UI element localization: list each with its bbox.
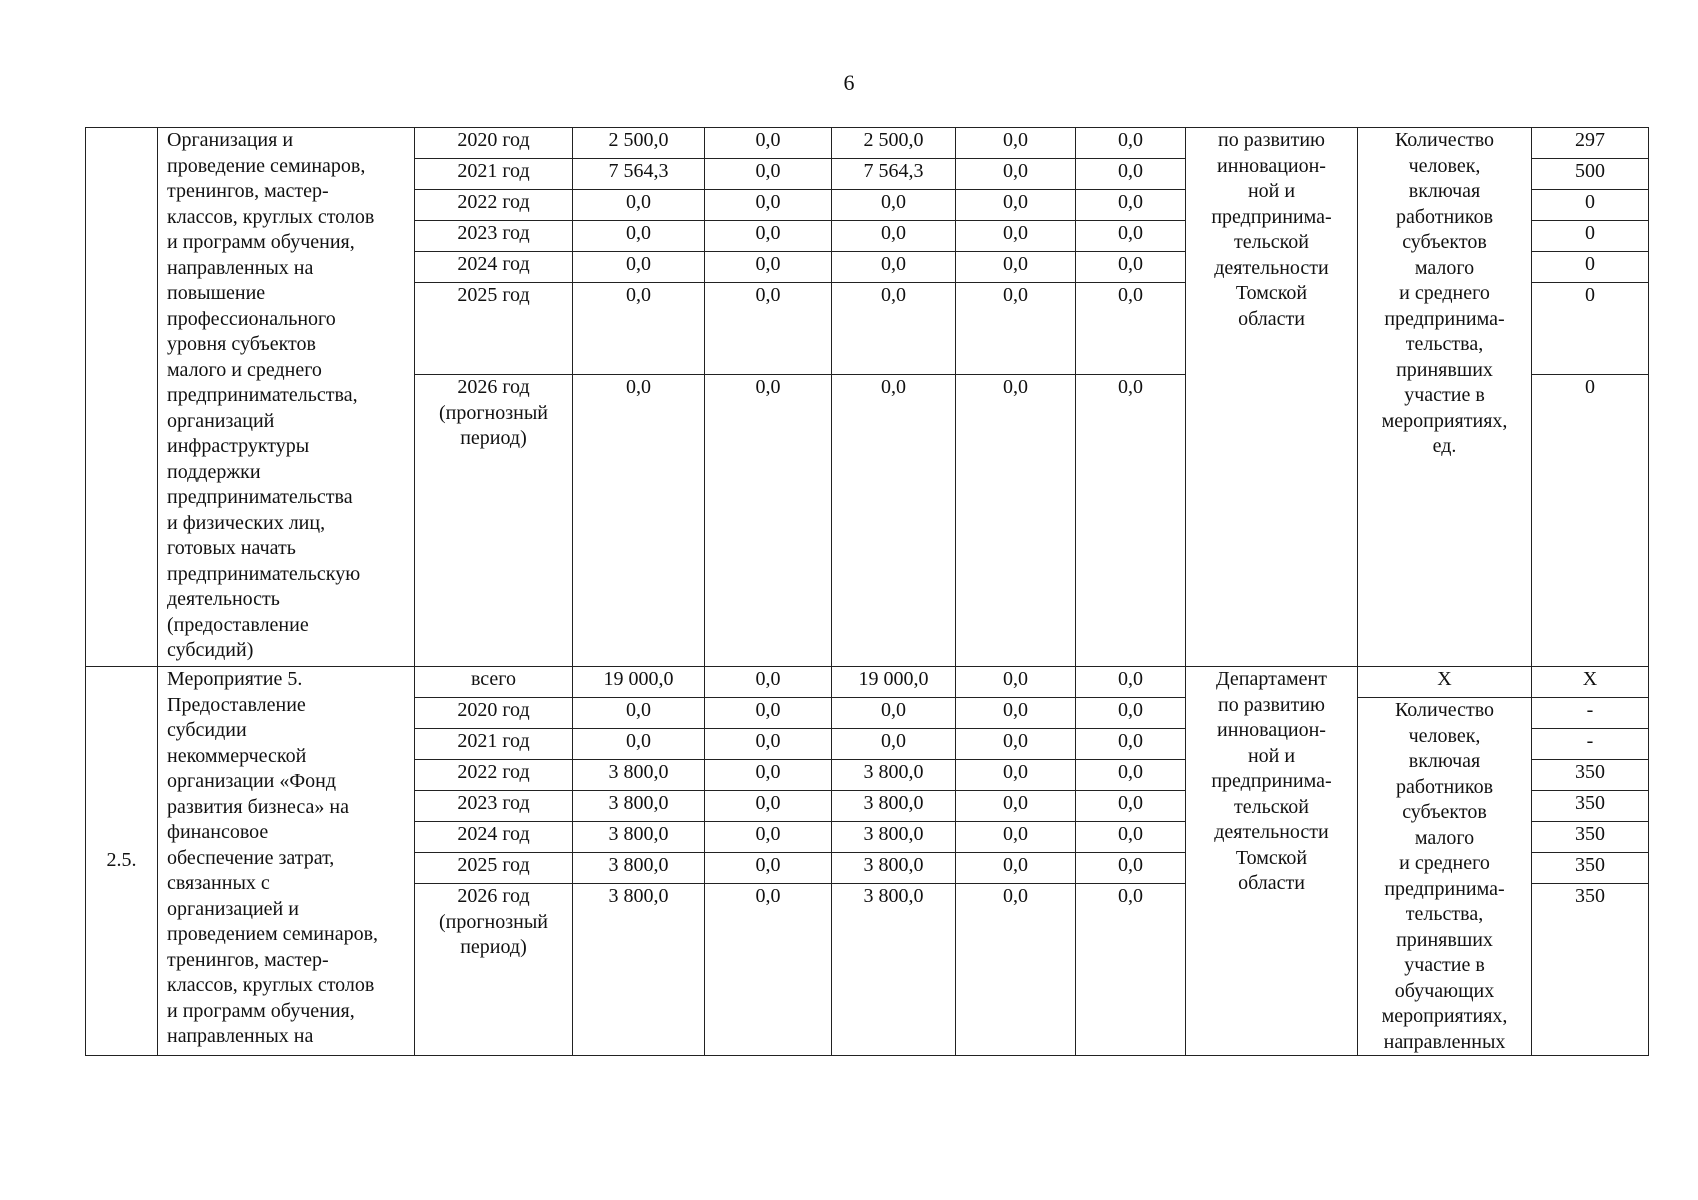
indicator-header-cell: Х (1358, 667, 1532, 698)
indicator-value-cell: 0 (1532, 190, 1649, 221)
extra-budget-cell: 0,0 (1076, 190, 1186, 221)
item-description: Организация и проведение семинаров, тренингов, мастер- классов, круглых столов и программ обучения, направленных на повышение профессионального уровня субъектов малого и среднего предпринимательства, организаций инфраструктуры поддержки предпринимательства и физических лиц, готовых начать предпринимательскую деятельность (предоставление субсидий) (158, 128, 415, 667)
federal-cell: 0,0 (705, 884, 832, 1056)
regional-cell: 0,0 (832, 283, 956, 375)
item-number (86, 128, 158, 667)
federal-cell: 0,0 (705, 128, 832, 159)
extra-budget-cell: 0,0 (1076, 283, 1186, 375)
federal-cell: 0,0 (705, 760, 832, 791)
extra-budget-cell: 0,0 (1076, 791, 1186, 822)
extra-budget-cell: 0,0 (1076, 375, 1186, 667)
table-row (86, 128, 1649, 159)
regional-cell: 3 800,0 (832, 822, 956, 853)
federal-cell: 0,0 (705, 667, 832, 698)
program-table (85, 127, 1649, 1056)
extra-budget-cell: 0,0 (1076, 252, 1186, 283)
local-cell: 0,0 (956, 252, 1076, 283)
indicator-value-cell: 0 (1532, 375, 1649, 667)
indicator-value-cell: Х (1532, 667, 1649, 698)
period-cell: 2021 год (415, 729, 573, 760)
period-cell: 2026 год (прогнозный период) (415, 375, 573, 667)
extra-budget-cell: 0,0 (1076, 698, 1186, 729)
indicator-value-cell: 297 (1532, 128, 1649, 159)
total-cell: 3 800,0 (573, 760, 705, 791)
extra-budget-cell: 0,0 (1076, 884, 1186, 1056)
page-number: 6 (843, 70, 855, 95)
total-cell: 0,0 (573, 190, 705, 221)
period-cell: 2022 год (415, 190, 573, 221)
indicator-value-cell: 350 (1532, 853, 1649, 884)
federal-cell: 0,0 (705, 190, 832, 221)
period-cell: 2023 год (415, 221, 573, 252)
indicator-value-cell: 0 (1532, 221, 1649, 252)
period-cell: 2025 год (415, 283, 573, 375)
indicator-value-cell: - (1532, 729, 1649, 760)
total-cell: 0,0 (573, 283, 705, 375)
local-cell: 0,0 (956, 159, 1076, 190)
indicator-value-cell: 350 (1532, 760, 1649, 791)
regional-cell: 3 800,0 (832, 853, 956, 884)
indicator-value-cell: - (1532, 698, 1649, 729)
regional-cell: 19 000,0 (832, 667, 956, 698)
federal-cell: 0,0 (705, 375, 832, 667)
extra-budget-cell: 0,0 (1076, 853, 1186, 884)
total-cell: 3 800,0 (573, 822, 705, 853)
regional-cell: 3 800,0 (832, 760, 956, 791)
local-cell: 0,0 (956, 760, 1076, 791)
total-cell: 0,0 (573, 698, 705, 729)
indicator-value-cell: 350 (1532, 884, 1649, 1056)
local-cell: 0,0 (956, 128, 1076, 159)
local-cell: 0,0 (956, 822, 1076, 853)
extra-budget-cell: 0,0 (1076, 221, 1186, 252)
local-cell: 0,0 (956, 884, 1076, 1056)
extra-budget-cell: 0,0 (1076, 822, 1186, 853)
federal-cell: 0,0 (705, 698, 832, 729)
total-cell: 3 800,0 (573, 853, 705, 884)
federal-cell: 0,0 (705, 221, 832, 252)
indicator-value-cell: 350 (1532, 791, 1649, 822)
total-cell: 0,0 (573, 221, 705, 252)
total-cell: 0,0 (573, 729, 705, 760)
indicator-cell: Количество человек, включая работников субъектов малого и среднего предпринима- тельства, принявших участие в мероприятиях, ед. (1358, 128, 1532, 667)
total-cell: 0,0 (573, 375, 705, 667)
total-cell: 7 564,3 (573, 159, 705, 190)
indicator-value-cell: 350 (1532, 822, 1649, 853)
local-cell: 0,0 (956, 698, 1076, 729)
local-cell: 0,0 (956, 283, 1076, 375)
local-cell: 0,0 (956, 729, 1076, 760)
regional-cell: 0,0 (832, 729, 956, 760)
table-row (86, 667, 1649, 698)
federal-cell: 0,0 (705, 853, 832, 884)
extra-budget-cell: 0,0 (1076, 159, 1186, 190)
extra-budget-cell: 0,0 (1076, 128, 1186, 159)
item-description: Мероприятие 5. Предоставление субсидии некоммерческой организации «Фонд развития бизнеса» на финансовое обеспечение затрат, связанных с организацией и проведением семинаров, тренингов, мастер- классов, круглых столов и программ обучения, направленных на (158, 667, 415, 1056)
local-cell: 0,0 (956, 375, 1076, 667)
regional-cell: 0,0 (832, 190, 956, 221)
period-cell: 2024 год (415, 252, 573, 283)
indicator-value-cell: 0 (1532, 283, 1649, 375)
local-cell: 0,0 (956, 190, 1076, 221)
indicator-cell: Количество человек, включая работников субъектов малого и среднего предпринима- тельства, принявших участие в обучающих мероприятиях, направленных (1358, 698, 1532, 1056)
regional-cell: 2 500,0 (832, 128, 956, 159)
period-cell: 2020 год (415, 698, 573, 729)
period-cell: 2021 год (415, 159, 573, 190)
federal-cell: 0,0 (705, 159, 832, 190)
regional-cell: 0,0 (832, 375, 956, 667)
total-cell: 3 800,0 (573, 791, 705, 822)
regional-cell: 0,0 (832, 221, 956, 252)
item-number: 2.5. (86, 667, 158, 1056)
period-cell: 2022 год (415, 760, 573, 791)
executor-cell: по развитию инновацион- ной и предпринима- тельской деятельности Томской области (1186, 128, 1358, 667)
local-cell: 0,0 (956, 667, 1076, 698)
federal-cell: 0,0 (705, 283, 832, 375)
federal-cell: 0,0 (705, 791, 832, 822)
indicator-value-cell: 0 (1532, 252, 1649, 283)
regional-cell: 0,0 (832, 252, 956, 283)
total-cell: 2 500,0 (573, 128, 705, 159)
local-cell: 0,0 (956, 853, 1076, 884)
local-cell: 0,0 (956, 791, 1076, 822)
total-cell: 0,0 (573, 252, 705, 283)
regional-cell: 0,0 (832, 698, 956, 729)
period-cell: 2025 год (415, 853, 573, 884)
extra-budget-cell: 0,0 (1076, 667, 1186, 698)
period-cell: 2024 год (415, 822, 573, 853)
extra-budget-cell: 0,0 (1076, 729, 1186, 760)
federal-cell: 0,0 (705, 822, 832, 853)
local-cell: 0,0 (956, 221, 1076, 252)
extra-budget-cell: 0,0 (1076, 760, 1186, 791)
period-cell: 2020 год (415, 128, 573, 159)
period-cell: 2026 год (прогнозный период) (415, 884, 573, 1056)
period-cell: всего (415, 667, 573, 698)
executor-cell: Департамент по развитию инновацион- ной и предпринима- тельской деятельности Томской области (1186, 667, 1358, 1056)
federal-cell: 0,0 (705, 729, 832, 760)
period-cell: 2023 год (415, 791, 573, 822)
total-cell: 3 800,0 (573, 884, 705, 1056)
regional-cell: 3 800,0 (832, 884, 956, 1056)
indicator-value-cell: 500 (1532, 159, 1649, 190)
total-cell: 19 000,0 (573, 667, 705, 698)
regional-cell: 3 800,0 (832, 791, 956, 822)
federal-cell: 0,0 (705, 252, 832, 283)
regional-cell: 7 564,3 (832, 159, 956, 190)
